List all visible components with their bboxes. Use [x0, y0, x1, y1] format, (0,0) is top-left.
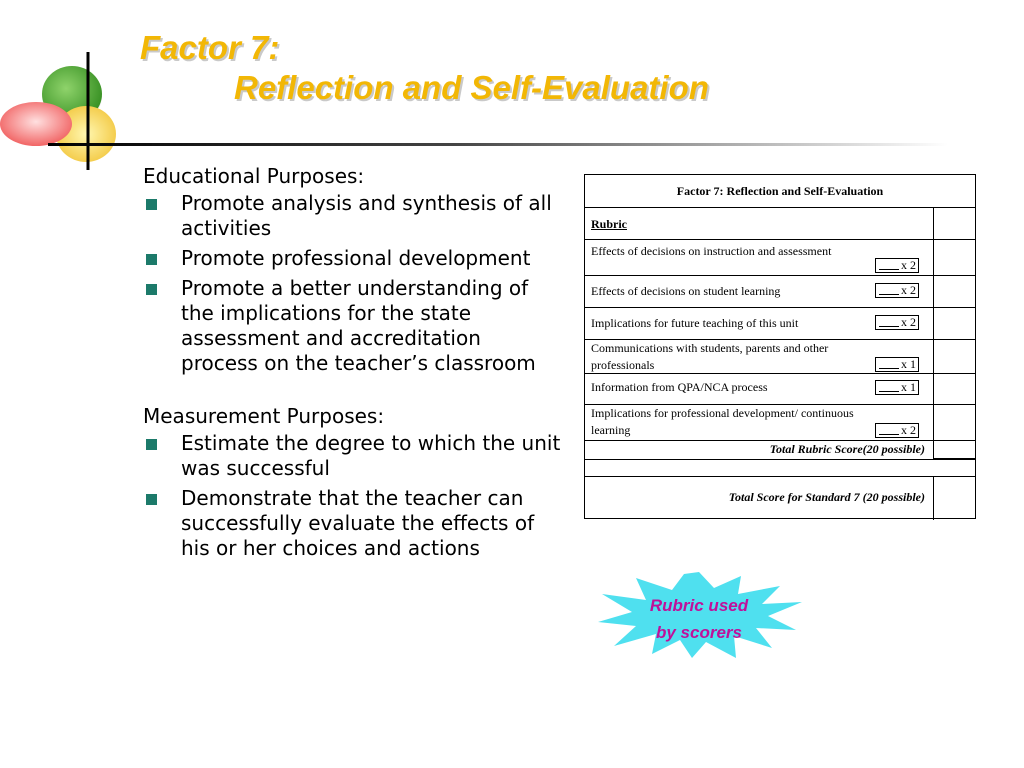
educational-heading: Educational Purposes: [143, 164, 365, 188]
square-bullet-icon [146, 254, 157, 265]
score-multiplier: x 2 [875, 423, 919, 438]
rubric-row [585, 308, 975, 340]
score-multiplier: x 2 [875, 258, 919, 273]
score-multiplier: x 1 [875, 380, 919, 395]
callout-text [596, 592, 802, 646]
measurement-heading: Measurement Purposes: [143, 404, 385, 428]
rubric-row [585, 405, 975, 441]
body-text [143, 164, 563, 566]
rubric-header-row [585, 208, 975, 240]
total-rubric-score-box [933, 441, 976, 459]
educational-list [143, 191, 563, 376]
score-multiplier: x 2 [875, 283, 919, 298]
rubric-row [585, 240, 975, 276]
title-divider [48, 143, 948, 146]
rubric-row-label: Implications for future teaching of this unit [591, 316, 799, 330]
rubric-table [584, 174, 976, 519]
rubric-row [585, 276, 975, 308]
rubric-row-label: Information from QPA/NCA process [591, 380, 768, 394]
rubric-row-label: Effects of decisions on student learning [591, 284, 781, 298]
square-bullet-icon [146, 494, 157, 505]
decorative-logo [0, 0, 140, 180]
rubric-title: Factor 7: Reflection and Self-Evaluation [585, 175, 975, 208]
list-item: Estimate the degree to which the unit was successful [143, 431, 563, 481]
list-item: Promote professional development [143, 246, 563, 271]
callout-line-2: by scorers [656, 623, 742, 642]
rubric-row-label: Effects of decisions on instruction and assessment [591, 244, 832, 258]
list-item: Promote analysis and synthesis of all activities [143, 191, 563, 241]
callout-line-1: Rubric used [649, 596, 749, 615]
rubric-row-label: Communications with students, parents and other professionals [591, 341, 829, 372]
rubric-header: Rubric [591, 217, 627, 231]
spacer-row [585, 460, 975, 477]
total-rubric-label: Total Rubric Score(20 possible) [769, 442, 925, 456]
score-multiplier: x 2 [875, 315, 919, 330]
total-rubric-row [585, 441, 975, 460]
score-multiplier: x 1 [875, 357, 919, 372]
title-line-2: Reflection and Self-Evaluation [234, 69, 709, 106]
square-bullet-icon [146, 284, 157, 295]
rubric-row [585, 374, 975, 405]
slide-title [140, 28, 709, 108]
total-standard-label: Total Score for Standard 7 (20 possible) [728, 490, 925, 504]
square-bullet-icon [146, 199, 157, 210]
total-standard-row [585, 477, 975, 520]
measurement-list [143, 431, 563, 561]
list-item: Promote a better understanding of the implications for the state assessment and accreditation process on the teacher’s classroom [143, 276, 563, 376]
list-item: Demonstrate that the teacher can successfully evaluate the effects of his or her choices and actions [143, 486, 563, 561]
square-bullet-icon [146, 439, 157, 450]
rubric-row [585, 340, 975, 374]
title-line-1: Factor 7: [140, 29, 280, 66]
rubric-row-label: Implications for professional development/ continuous learning [591, 406, 854, 437]
